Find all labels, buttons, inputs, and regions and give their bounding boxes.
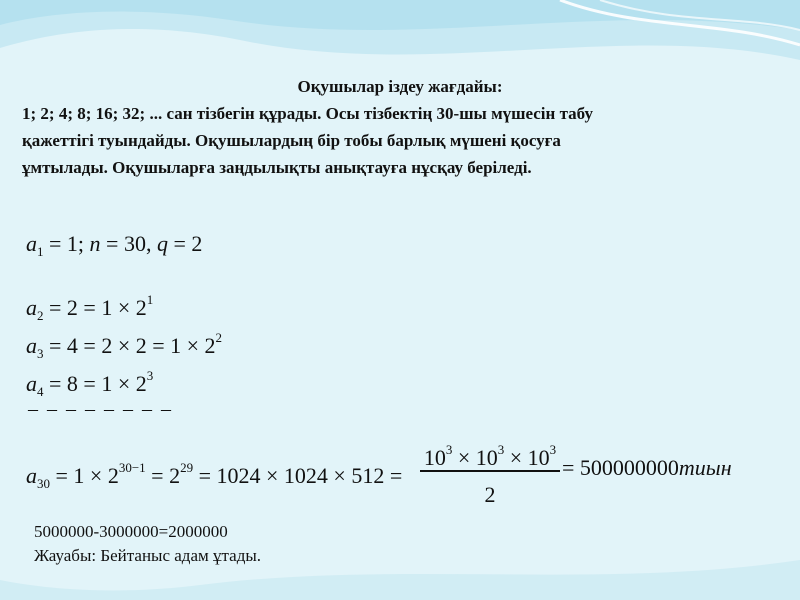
math-text: = 500000000: [562, 455, 679, 480]
math-var: a: [26, 295, 37, 320]
math-var: a: [26, 231, 37, 256]
math-sub: 30: [37, 476, 50, 491]
answer-text: Жауабы: Бейтаныс адам ұтады.: [34, 546, 262, 565]
math-sub: 2: [37, 308, 44, 323]
fraction: [420, 435, 560, 510]
fraction-numerator: [420, 435, 560, 470]
intro-paragraph: [22, 100, 782, 181]
answer-block: [34, 520, 261, 568]
math-text: × 10: [504, 445, 550, 470]
math-text: = 1 × 2: [50, 463, 119, 488]
math-text: × 10: [452, 445, 498, 470]
math-sup: 3: [146, 368, 154, 383]
fraction-bar: [420, 470, 560, 472]
math-text: = 2: [167, 231, 203, 256]
math-sub: 4: [37, 384, 44, 399]
math-text: = 2 = 1 × 2: [43, 295, 147, 320]
math-text: = 2: [145, 463, 181, 488]
math-text: = 30,: [100, 231, 157, 256]
given-equation: [26, 230, 202, 266]
math-text: 10: [423, 445, 446, 470]
math-text: = 8 = 1 × 2: [43, 371, 147, 396]
answer-calculation: 5000000-3000000=2000000: [34, 522, 228, 541]
math-sup: 30−1: [118, 460, 146, 475]
math-sup: 3: [549, 442, 557, 457]
math-var: q: [156, 231, 168, 256]
math-sup: 2: [215, 330, 223, 345]
paragraph-line: 1; 2; 4; 8; 16; 32; ... сан тізбегін құрады. Осы тізбектің 30-шы мүшесін табу: [22, 104, 593, 123]
paragraph-line: ұмтылады. Оқушыларға заңдылықты анықтауға нұсқау беріледі.: [22, 158, 532, 177]
math-var: a: [26, 371, 37, 396]
math-sub: 1: [37, 244, 44, 259]
math-var: n: [89, 231, 101, 256]
math-sup: 1: [146, 292, 154, 307]
fraction-denominator: 2: [484, 481, 496, 507]
math-sup: 3: [497, 442, 505, 457]
math-text: = 1;: [43, 231, 90, 256]
math-sub: 3: [37, 346, 44, 361]
math-var: a: [26, 463, 37, 488]
math-sup: 29: [180, 460, 194, 475]
math-text: = 1024 × 1024 × 512 =: [193, 463, 403, 488]
dash-separator: – – – – – – – –: [28, 398, 173, 420]
math-text: = 4 = 2 × 2 = 1 × 2: [43, 333, 216, 358]
slide-title: Оқушылар іздеу жағдайы:: [297, 77, 503, 96]
math-unit: тиын: [678, 455, 732, 480]
equation-a30-left: [26, 454, 402, 498]
equation-a30-result: [562, 454, 732, 482]
math-sup: 3: [445, 442, 453, 457]
math-var: a: [26, 333, 37, 358]
paragraph-line: қажеттігі туындайды. Оқушылардың бір тобы барлық мүшені қосуға: [22, 131, 561, 150]
